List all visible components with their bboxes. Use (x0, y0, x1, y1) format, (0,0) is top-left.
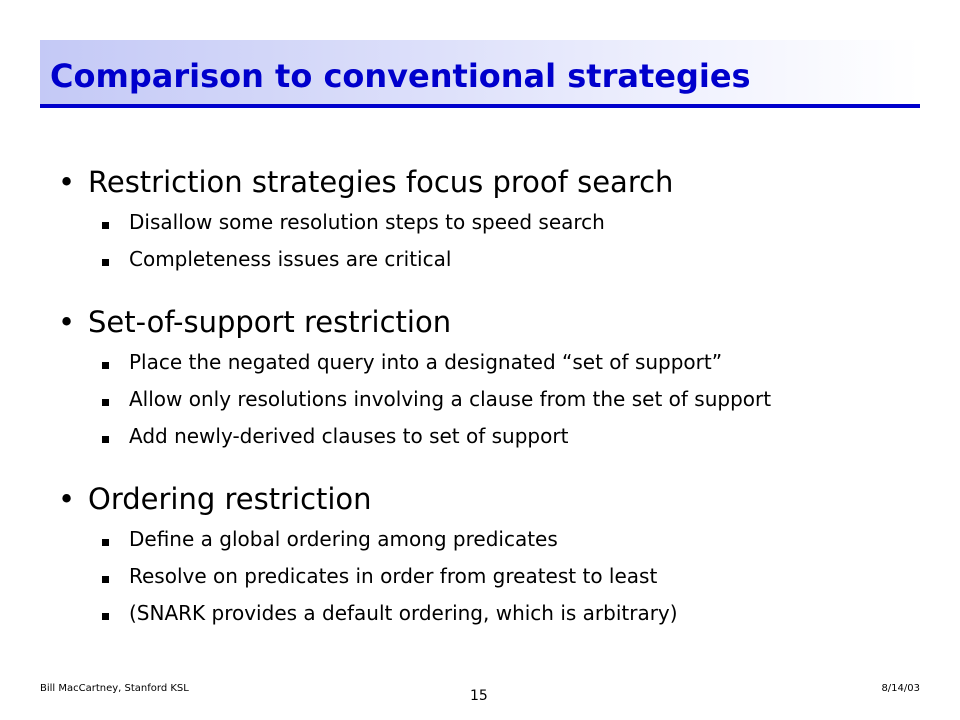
slide-content (58, 160, 918, 654)
sub-bullet-item (102, 381, 918, 418)
sub-bullet-item (102, 241, 918, 278)
sub-bullet-item (102, 558, 918, 595)
sub-bullet-text: Completeness issues are critical (129, 247, 452, 271)
slide-title: Comparison to conventional strategies (50, 57, 751, 95)
bullet-dot-icon: • (58, 482, 76, 516)
square-bullet-icon (102, 356, 129, 376)
sub-bullet-item (102, 521, 918, 558)
sub-bullet-item (102, 344, 918, 381)
square-bullet-icon (102, 607, 129, 627)
section-restriction-strategies (58, 160, 918, 278)
sub-bullet-text: Add newly-derived clauses to set of support (129, 424, 569, 448)
section-ordering-restriction (58, 477, 918, 632)
bullet-item (58, 160, 918, 204)
bullet-text: Ordering restriction (88, 482, 372, 516)
sub-bullet-text: Allow only resolutions involving a clause from the set of support (129, 387, 772, 411)
footer-author: Bill MacCartney, Stanford KSL (40, 683, 189, 694)
sub-bullet-item (102, 418, 918, 455)
bullet-text: Set-of-support restriction (88, 305, 452, 339)
title-underline (40, 104, 920, 108)
section-set-of-support (58, 300, 918, 455)
square-bullet-icon (102, 533, 129, 553)
page-number: 15 (470, 688, 488, 704)
square-bullet-icon (102, 570, 129, 590)
sub-bullet-text: Define a global ordering among predicates (129, 527, 558, 551)
square-bullet-icon (102, 430, 129, 450)
sub-bullet-text: (SNARK provides a default ordering, which is arbitrary) (129, 601, 678, 625)
sub-bullet-text: Place the negated query into a designated “set of support” (129, 350, 723, 374)
sub-bullet-item (102, 204, 918, 241)
bullet-item (58, 300, 918, 344)
bullet-dot-icon: • (58, 165, 76, 199)
sub-bullet-item (102, 595, 918, 632)
bullet-text: Restriction strategies focus proof search (88, 165, 674, 199)
footer-date: 8/14/03 (881, 683, 920, 694)
sub-bullet-text: Disallow some resolution steps to speed search (129, 210, 605, 234)
bullet-item (58, 477, 918, 521)
square-bullet-icon (102, 253, 129, 273)
square-bullet-icon (102, 216, 129, 236)
sub-bullet-text: Resolve on predicates in order from greatest to least (129, 564, 658, 588)
bullet-dot-icon: • (58, 305, 76, 339)
square-bullet-icon (102, 393, 129, 413)
